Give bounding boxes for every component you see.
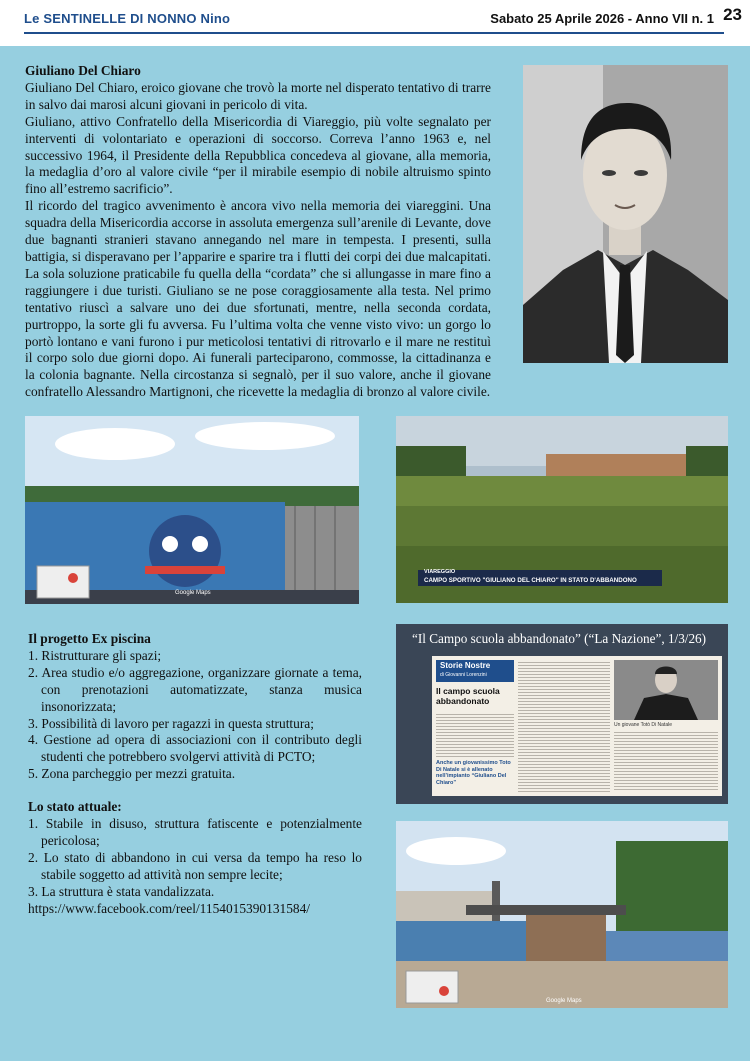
list-item: 5. Zona parcheggio per mezzi gratuita.	[28, 766, 236, 782]
project-title: Il progetto Ex piscina	[28, 631, 151, 646]
portrait-illustration	[523, 65, 728, 363]
tv-caption-location: VIAREGGIO	[424, 569, 456, 575]
clip-text-column	[436, 712, 514, 758]
clip-section: Storie Nostre	[440, 661, 491, 670]
page-header	[0, 0, 750, 38]
article-title: Giuliano Del Chiaro	[25, 63, 141, 78]
nazione-title: “Il Campo scuola abbandonato” (“La Nazione”, 1/3/26)	[412, 631, 707, 646]
facebook-link[interactable]: https://www.facebook.com/reel/1154015390131584/	[28, 900, 311, 916]
list-item: 2. Lo stato di abbandono in cui versa da tempo ha reso lo stabile soggetto ad attività non sempre lecite;	[28, 849, 362, 882]
article-paragraph: Il ricordo del tragico avvenimento è ancora vivo nella memoria dei viareggini. Una squadra della Misericordia accorse in assoluta emergenza sull’arenile di Levante, dove due bagnanti stranieri stavano annegando nel mare in tempesta. I presenti, sulla battigia, si disperavano per l’apparire e sparire tra i flutti dei corpi dei due malcapitati. La sola soluzione praticabile fu quella della “cordata” che si allungasse in mare fino a raggiungere i due turisti. Giuliano se ne pose coraggiosamente alla testa. Nel primo tentativo riuscì a salvare uno dei due sfortunati, mentre, nella seconda cordata, purtroppo, la sorte gli fu avversa. Fu l’ultima volta che venne visto vivo: un gorgo lo portò lontano e vani furono i pur meticolosi tentativi di ritrovarlo e il mare ne restituì il corpo solo due giorni dopo. Ai funerali parteciparono, commosse, la cittadinanza e la colonia bagnante. Nella circostanza si segnalò, per il suo valore, anche il giovane confratello Alessandro Martignoni, che ricevette la medaglia di bronzo al valore civile.	[25, 198, 491, 400]
clip-headline: Il campo scuola abbandonato	[436, 686, 500, 706]
newspaper-clipping	[432, 656, 722, 796]
list-item: 1. Ristrutturare gli spazi;	[28, 647, 162, 663]
clip-quote: Anche un giovanissimo Toto Di Natale si è allenato nell’impianto “Giuliano Del Chiaro”	[436, 760, 511, 786]
newspaper-name: Le SENTINELLE DI NONNO Nino	[24, 11, 231, 26]
list-item: 4. Gestione ad opera di associazioni con il contributo degli studenti che potrebbero svolgervi attività di PCTO;	[28, 732, 362, 765]
issue-date: Sabato 25 Aprile 2026 - Anno VII n. 1	[490, 11, 714, 26]
header-rule	[24, 32, 724, 34]
clip-text-column	[614, 730, 718, 792]
list-item: 2. Area studio e/o aggregazione, organizzare giornate a tema, con prenotazioni automatizzate, stanza musica insonorizzata;	[28, 664, 362, 714]
tv-caption-text: CAMPO SPORTIVO "GIULIANO DEL CHIARO" IN STATO D'ABBANDONO	[424, 577, 637, 584]
wall-mural-illustration	[25, 416, 359, 604]
nazione-clipping-box	[396, 624, 728, 804]
google-maps-badge: Google Maps	[546, 998, 582, 1004]
status-list	[28, 816, 362, 901]
list-item: 3. Possibilità di lavoro per ragazzi in questa struttura;	[28, 715, 314, 731]
clip-section-box	[436, 660, 514, 682]
google-maps-badge: Google Maps	[175, 590, 211, 596]
status-title: Lo stato attuale:	[28, 799, 122, 815]
clip-author: di Giovanni Lorenzini	[440, 672, 487, 678]
abandoned-field-photo	[396, 416, 728, 603]
list-item: 1. Stabile in disuso, struttura fatiscente e potenzialmente pericolosa;	[28, 816, 362, 848]
portrait-photo	[523, 65, 728, 363]
article-giuliano	[25, 63, 491, 401]
tv-caption-bar	[418, 570, 662, 586]
article-paragraph: Giuliano, attivo Confratello della Misericordia di Viareggio, più volte segnalato per interventi di volontariato e operazioni di soccorso. Correva l’anno 1963 e, nel successivo 1964, il Presidente della Repubblica concedeva al giovane, alla memoria, la medaglia d’oro al valore civile “per il mirabile esempio di nobile altruismo spinto fino all’estremo sacrificio”.	[25, 113, 491, 197]
project-section	[28, 631, 362, 918]
list-item: 3. La struttura è stata vandalizzata.	[28, 883, 215, 899]
article-paragraph: Giuliano Del Chiaro, eroico giovane che trovò la morte nel disperato tentativo di trarre in salvo dai marosi alcuni giovani in pericolo di vita.	[25, 79, 491, 112]
street-view-photo-entrance	[396, 821, 728, 1008]
clip-photo	[614, 660, 718, 720]
project-list	[28, 648, 362, 783]
clip-text-column	[518, 660, 610, 792]
entrance-illustration	[396, 821, 728, 1008]
page-number: 23	[723, 5, 742, 24]
street-view-photo-wall	[25, 416, 359, 604]
clip-photo-caption: Un giovane Totò Di Natale	[614, 722, 672, 728]
clip-photo-illustration	[614, 660, 718, 720]
